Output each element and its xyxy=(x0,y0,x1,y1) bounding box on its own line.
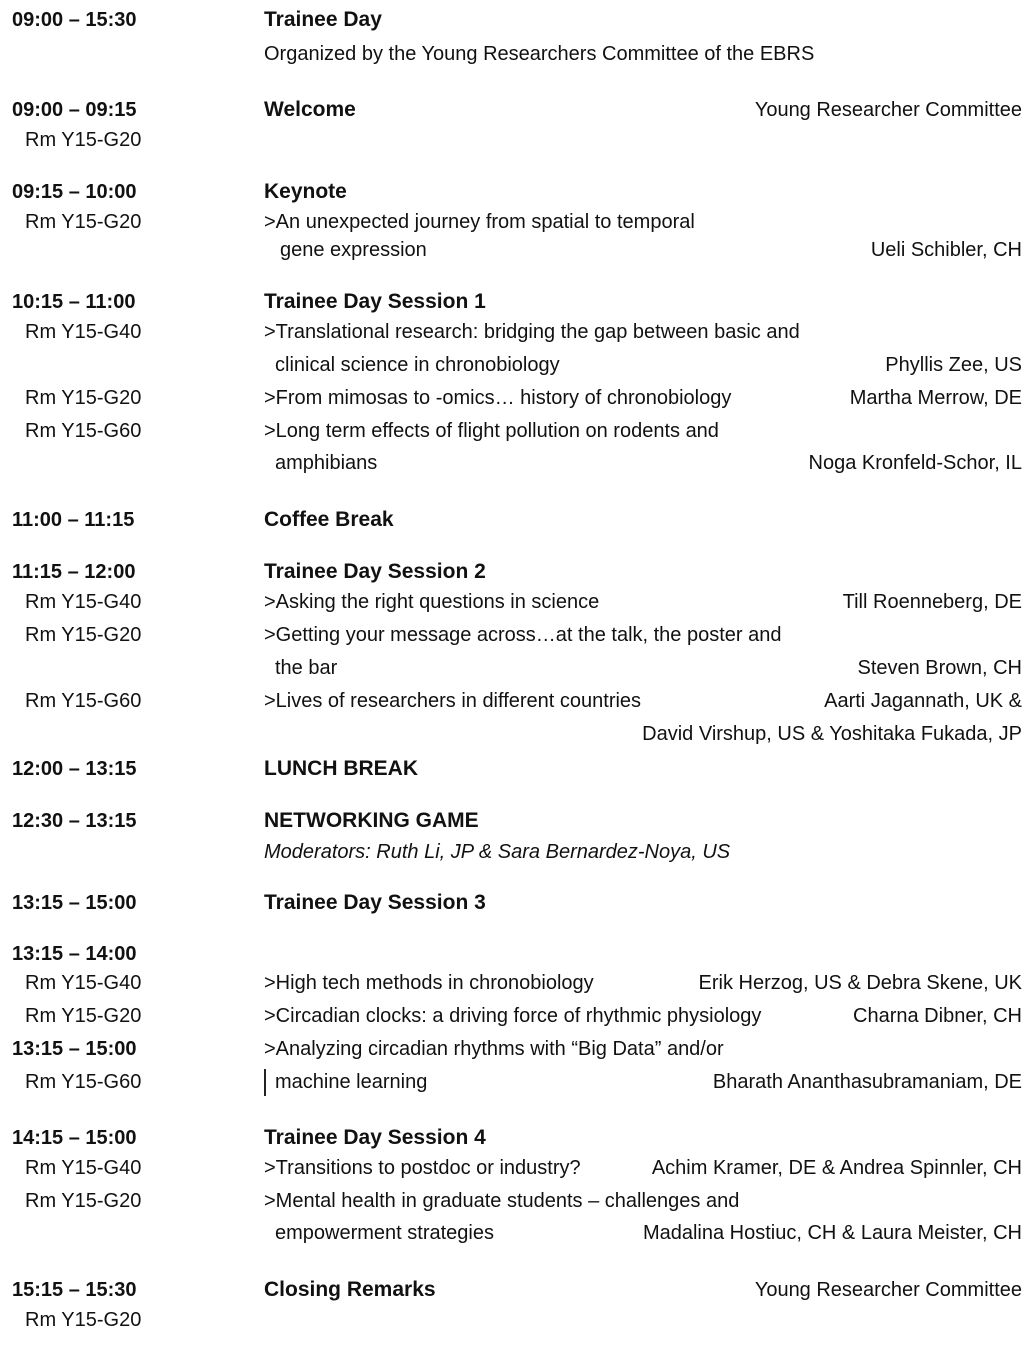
text-cursor xyxy=(264,1069,266,1096)
session1-talk1-line2: clinical science in chronobiology xyxy=(275,354,560,376)
networking-time: 12:30 – 13:15 xyxy=(12,810,137,832)
session2-talk3-speaker2: David Virshup, US & Yoshitaka Fukada, JP xyxy=(642,723,1022,745)
session4-title: Trainee Day Session 4 xyxy=(264,1126,486,1149)
session1-talk3-speaker: Noga Kronfeld-Schor, IL xyxy=(808,452,1022,474)
welcome-title: Welcome xyxy=(264,98,356,121)
session1-talk2-room: Rm Y15-G20 xyxy=(25,387,142,409)
session4-talk1-speaker: Achim Kramer, DE & Andrea Spinnler, CH xyxy=(651,1157,1022,1179)
session3-talk1-speaker: Erik Herzog, US & Debra Skene, UK xyxy=(698,972,1022,994)
session2-talk3-speaker: Aarti Jagannath, UK & xyxy=(824,690,1022,712)
session3-talk1-line1: >High tech methods in chronobiology xyxy=(264,972,594,994)
coffee-title: Coffee Break xyxy=(264,508,394,531)
keynote-room: Rm Y15-G20 xyxy=(25,211,142,233)
session4-talk2-line2: empowerment strategies xyxy=(275,1222,494,1244)
trainee-day-title: Trainee Day xyxy=(264,8,382,31)
session3-subtime2: 13:15 – 15:00 xyxy=(12,1038,137,1060)
networking-moderators: Moderators: Ruth Li, JP & Sara Bernardez-Noya, US xyxy=(264,841,731,863)
session1-talk1-speaker: Phyllis Zee, US xyxy=(885,354,1022,376)
lunch-time: 12:00 – 13:15 xyxy=(12,758,137,780)
session2-talk2-speaker: Steven Brown, CH xyxy=(857,657,1022,679)
coffee-time: 11:00 – 11:15 xyxy=(12,509,135,531)
session2-talk2-line1: >Getting your message across…at the talk, the poster and xyxy=(264,624,782,646)
session3-talk3-line1: >Analyzing circadian rhythms with “Big Data” and/or xyxy=(264,1038,724,1060)
session4-talk2-room: Rm Y15-G20 xyxy=(25,1190,142,1212)
session2-talk1-line1: >Asking the right questions in science xyxy=(264,591,600,613)
keynote-talk-line2: gene expression xyxy=(280,239,427,261)
session2-talk2-room: Rm Y15-G20 xyxy=(25,624,142,646)
lunch-title: LUNCH BREAK xyxy=(264,757,418,780)
closing-room: Rm Y15-G20 xyxy=(25,1309,142,1331)
session4-time: 14:15 – 15:00 xyxy=(12,1127,137,1149)
welcome-room: Rm Y15-G20 xyxy=(25,129,142,151)
session3-time: 13:15 – 15:00 xyxy=(12,892,137,914)
session3-talk1-room: Rm Y15-G40 xyxy=(25,972,142,994)
session3-talk2-line1: >Circadian clocks: a driving force of rhythmic physiology xyxy=(264,1005,762,1027)
keynote-title: Keynote xyxy=(264,180,347,203)
session1-talk3-line1: >Long term effects of flight pollution on rodents and xyxy=(264,420,719,442)
networking-title: NETWORKING GAME xyxy=(264,809,479,832)
trainee-day-time: 09:00 – 15:30 xyxy=(12,9,137,31)
session4-talk2-speaker: Madalina Hostiuc, CH & Laura Meister, CH xyxy=(642,1222,1022,1244)
session4-talk1-room: Rm Y15-G40 xyxy=(25,1157,142,1179)
session1-talk1-room: Rm Y15-G40 xyxy=(25,321,142,343)
session3-talk2-speaker: Charna Dibner, CH xyxy=(853,1005,1022,1027)
closing-title: Closing Remarks xyxy=(264,1278,436,1301)
session1-talk3-room: Rm Y15-G60 xyxy=(25,420,142,442)
session1-talk3-line2: amphibians xyxy=(275,452,378,474)
keynote-time: 09:15 – 10:00 xyxy=(12,181,137,203)
welcome-time: 09:00 – 09:15 xyxy=(12,99,137,121)
closing-time: 15:15 – 15:30 xyxy=(12,1279,137,1301)
session3-subtime1: 13:15 – 14:00 xyxy=(12,943,137,965)
trainee-day-subtitle: Organized by the Young Researchers Committee of the EBRS xyxy=(264,43,815,65)
session1-talk2-line1: >From mimosas to -omics… history of chronobiology xyxy=(264,387,732,409)
session1-talk2-speaker: Martha Merrow, DE xyxy=(849,387,1022,409)
session3-talk3-line2: machine learning xyxy=(275,1071,428,1093)
session3-title: Trainee Day Session 3 xyxy=(264,891,486,914)
session2-talk2-line2: the bar xyxy=(275,657,338,679)
session2-title: Trainee Day Session 2 xyxy=(264,560,486,583)
keynote-talk-line1: >An unexpected journey from spatial to temporal xyxy=(264,211,695,233)
welcome-speaker: Young Researcher Committee xyxy=(754,99,1022,121)
session3-talk3-speaker: Bharath Ananthasubramaniam, DE xyxy=(712,1071,1022,1093)
session4-talk1-line1: >Transitions to postdoc or industry? xyxy=(264,1157,581,1179)
session2-time: 11:15 – 12:00 xyxy=(12,561,136,583)
session3-talk2-room: Rm Y15-G20 xyxy=(25,1005,142,1027)
session1-title: Trainee Day Session 1 xyxy=(264,290,486,313)
session4-talk2-line1: >Mental health in graduate students – challenges and xyxy=(264,1190,740,1212)
session2-talk3-room: Rm Y15-G60 xyxy=(25,690,142,712)
closing-speaker: Young Researcher Committee xyxy=(754,1279,1022,1301)
session2-talk1-speaker: Till Roenneberg, DE xyxy=(842,591,1022,613)
session2-talk3-line1: >Lives of researchers in different countries xyxy=(264,690,642,712)
keynote-speaker: Ueli Schibler, CH xyxy=(870,239,1022,261)
session1-talk1-line1: >Translational research: bridging the gap between basic and xyxy=(264,321,800,343)
session2-talk1-room: Rm Y15-G40 xyxy=(25,591,142,613)
session1-time: 10:15 – 11:00 xyxy=(12,291,136,313)
session3-talk3-room: Rm Y15-G60 xyxy=(25,1071,142,1093)
